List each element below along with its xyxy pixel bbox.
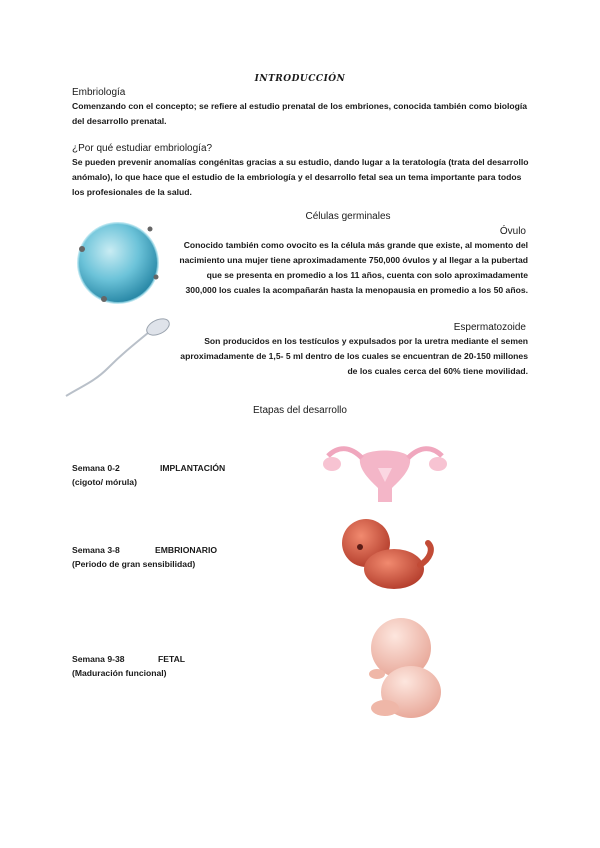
section-heading-por-que: ¿Por qué estudiar embriología?: [72, 143, 213, 154]
espermatozoide-paragraph: Son producidos en los testículos y expulsados por la uretra mediante el semen aproximadamente de 1,5- 5 ml dentro de los cuales se encuentran de 20-150 millones de los cuales cerca del 60% tiene movilidad.: [180, 336, 528, 376]
stage-name-2: EMBRIONARIO: [155, 545, 218, 555]
espermatozoide-heading: Espermatozoide: [453, 322, 526, 333]
stage-name-1: IMPLANTACIÓN: [160, 463, 226, 473]
embryo-image: [330, 513, 442, 595]
stage-note-2: (Periodo de gran sensibilidad): [72, 559, 196, 569]
stages-heading: Etapas del desarrollo: [253, 405, 347, 416]
sperm-image: [62, 316, 174, 398]
stage-note-3: (Maduración funcional): [72, 668, 167, 678]
stage-week-1: Semana 0-2: [72, 463, 120, 473]
stage-name-3: FETAL: [158, 654, 186, 664]
paragraph-por-que: Se pueden prevenir anomalías congénitas gracias a su estudio, dando lugar a la teratología (trata del desarrollo anómalo), lo que hace que el estudio de la embriología y el desarrollo fetal sea un tema importante para todos los profesionales de la salud.: [72, 157, 529, 197]
ovulo-paragraph: Conocido también como ovocito es la célula más grande que existe, al momento del nacimiento una mujer tiene aproximadamente 750,000 óvulos y al llegar a la pubertad que se presenta en promedio a los 11 años, cuenta con solo aproximadamente 300,000 los cuales la acompañarán hasta la menopausia en promedio a los 50 años.: [179, 240, 528, 295]
section-heading-embriologia: Embriología: [72, 87, 126, 98]
ovum-image: [70, 215, 166, 311]
page-title: INTRODUCCIÓN: [254, 74, 346, 84]
stage-note-1: (cigoto/ mórula): [72, 477, 137, 487]
stage-week-2: Semana 3-8: [72, 545, 120, 555]
uterus-image: [320, 438, 450, 506]
paragraph-embriologia: Comenzando con el concepto; se refiere al estudio prenatal de los embriones, conocida también como biología del desarrollo prenatal.: [72, 101, 528, 126]
germ-cells-heading: Células germinales: [305, 211, 391, 222]
ovulo-heading: Óvulo: [499, 226, 526, 237]
stage-week-3: Semana 9-38: [72, 654, 125, 664]
fetus-image: [355, 612, 457, 724]
